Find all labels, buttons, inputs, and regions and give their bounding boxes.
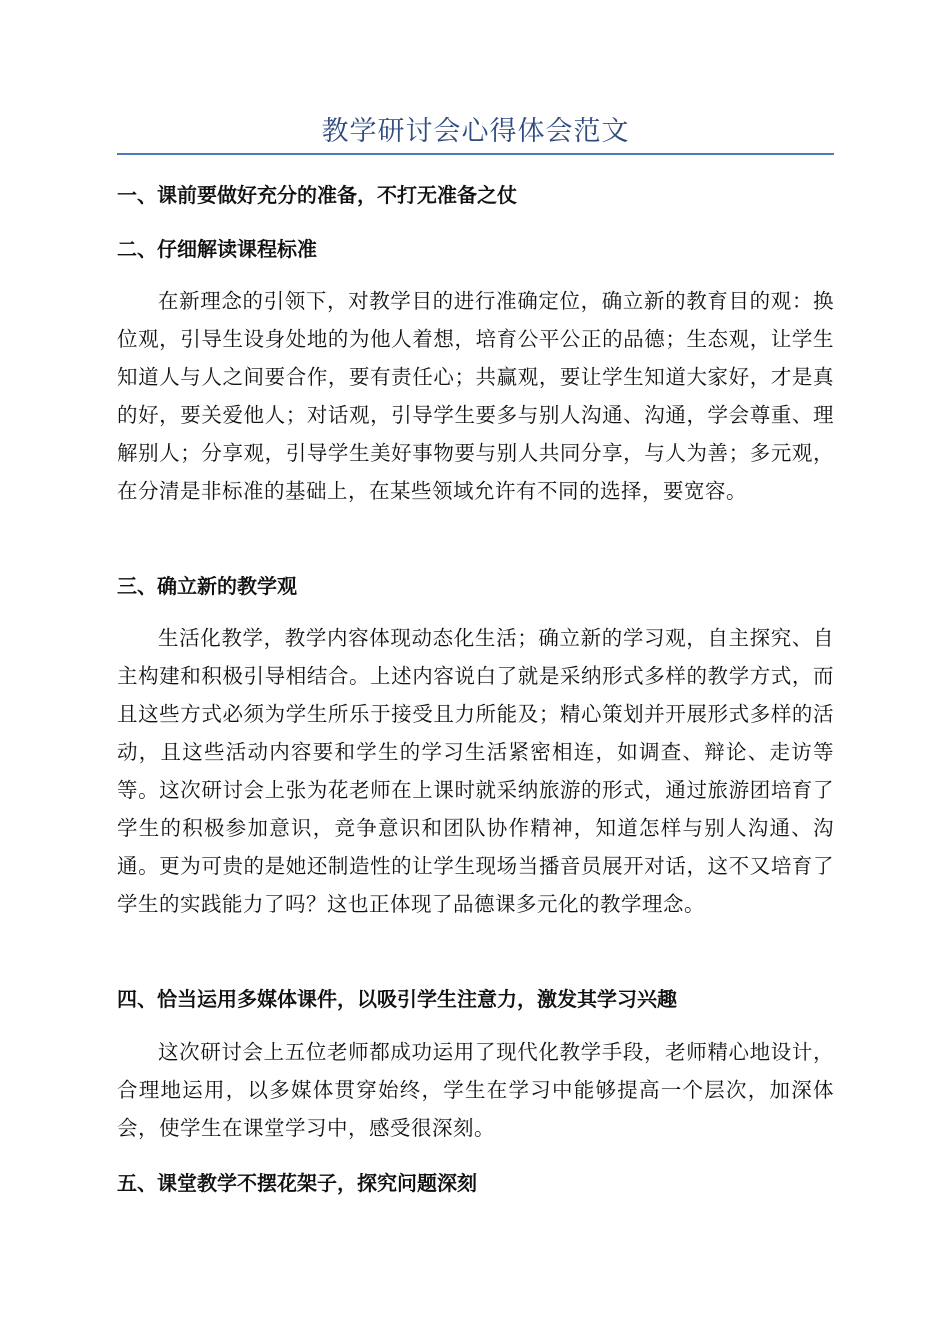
section-paragraph-4: 这次研讨会上五位老师都成功运用了现代化教学手段，老师精心地设计，合理地运用，以多媒体贯穿始终，学生在学习中能够提高一个层次，加深体会，使学生在课堂学习中，感受很深刻。 (117, 1040, 834, 1140)
section-paragraph-2: 在新理念的引领下，对教学目的进行准确定位，确立新的教育目的观：换位观，引导生设身处地的为他人着想，培育公平公正的品德；生态观，让学生知道人与人之间要合作，要有责任心；共赢观，要让学生知道大家好，才是真的好，要关爱他人；对话观，引导学生要多与别人沟通、沟通，学会尊重、理解别人；分享观，引导学生美好事物要与别人共同分享，与人为善；多元观，在分清是非标准的基础上，在某些领域允许有不同的选择，要宽容。 (117, 289, 834, 503)
section-heading-4: 四、恰当运用多媒体课件，以吸引学生注意力，激发其学习兴趣 (117, 987, 677, 1011)
section-heading-1: 一、课前要做好充分的准备，不打无准备之仗 (117, 183, 517, 207)
title-divider (117, 153, 834, 155)
document-title: 教学研讨会心得体会范文 (321, 116, 630, 147)
section-heading-3: 三、确立新的教学观 (117, 574, 297, 598)
section-paragraph-3: 生活化教学，教学内容体现动态化生活；确立新的学习观，自主探究、自主构建和积极引导相结合。上述内容说白了就是采纳形式多样的教学方式，而且这些方式必须为学生所乐于接受且力所能及；精心策划并开展形式多样的活动，且这些活动内容要和学生的学习生活紧密相连，如调查、辩论、走访等等。这次研讨会上张为花老师在上课时就采纳旅游的形式，通过旅游团培育了学生的积极参加意识，竞争意识和团队协作精神，知道怎样与别人沟通、沟通。更为可贵的是她还制造性的让学生现场当播音员展开对话，这不又培育了学生的实践能力了吗？这也正体现了品德课多元化的教学理念。 (117, 626, 834, 916)
section-heading-5: 五、课堂教学不摆花架子，探究问题深刻 (117, 1171, 477, 1195)
section-heading-2: 二、仔细解读课程标准 (117, 237, 317, 261)
